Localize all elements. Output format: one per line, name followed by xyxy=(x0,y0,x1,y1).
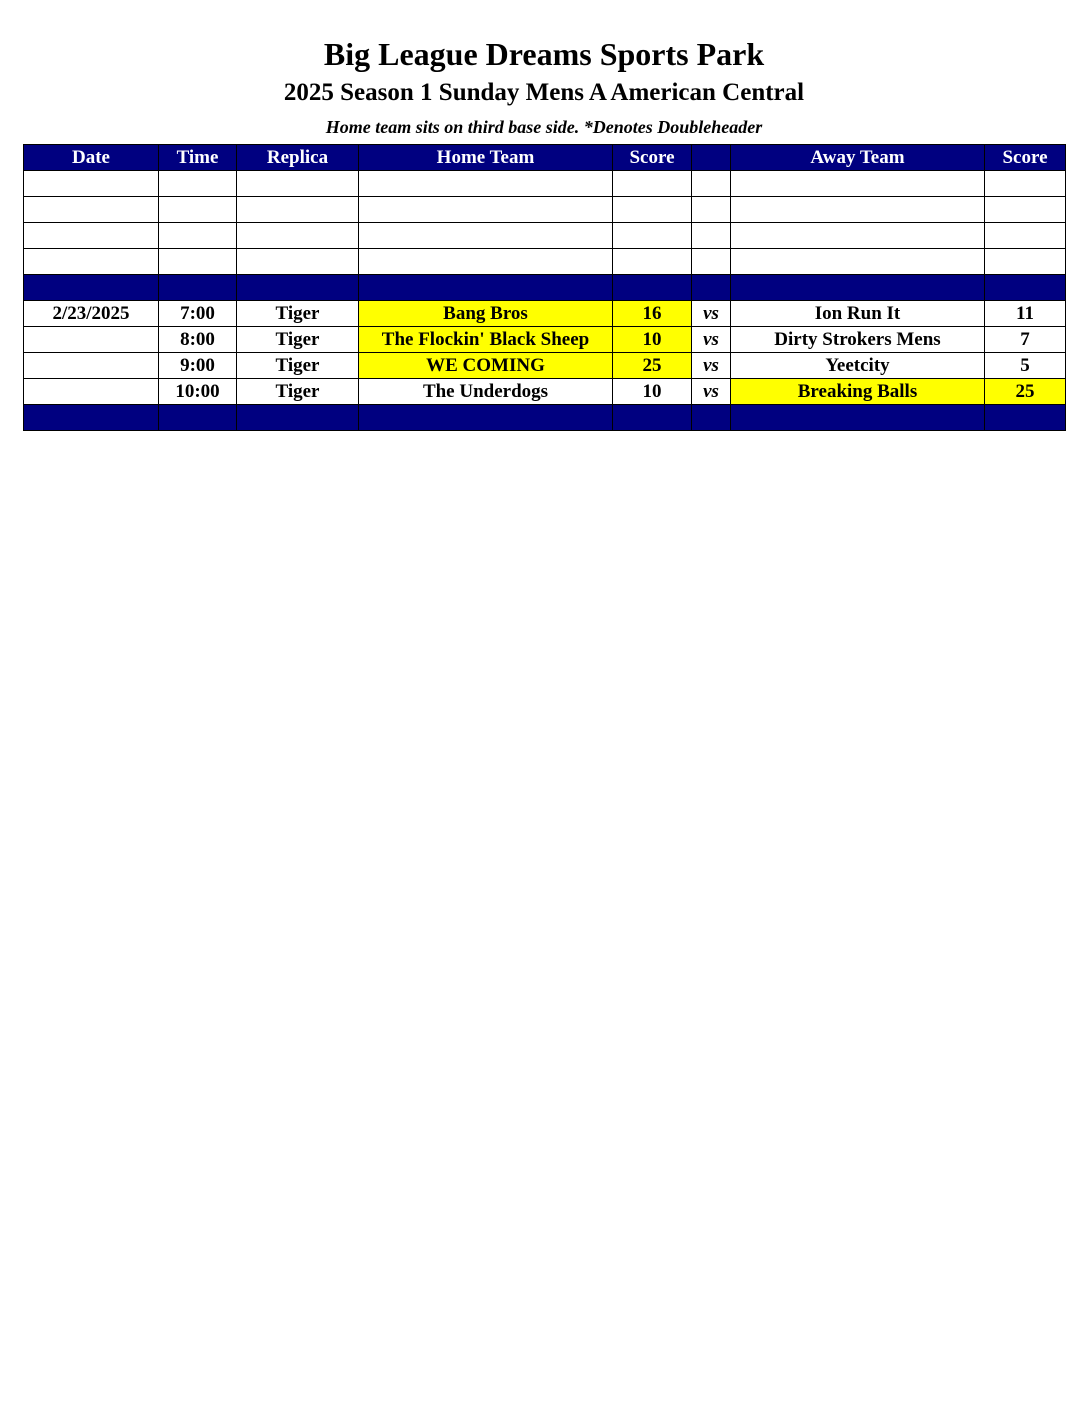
empty-cell xyxy=(985,197,1066,223)
empty-cell xyxy=(24,249,159,275)
game-replica: Tiger xyxy=(237,379,359,405)
schedule-table xyxy=(23,144,1066,431)
game-time: 7:00 xyxy=(159,301,237,327)
header-away-score: Score xyxy=(985,145,1066,171)
game-replica: Tiger xyxy=(237,327,359,353)
band-cell xyxy=(731,275,985,301)
page-title: Big League Dreams Sports Park xyxy=(323,36,765,72)
empty-cell xyxy=(237,197,359,223)
header-time: Time xyxy=(159,145,237,171)
separator-band xyxy=(24,275,1066,301)
vs-label: vs xyxy=(692,379,731,405)
band-cell xyxy=(24,275,159,301)
band-cell xyxy=(692,275,731,301)
header-home-team: Home Team xyxy=(359,145,613,171)
away-team: Ion Run It xyxy=(731,301,985,327)
game-date: 2/23/2025 xyxy=(24,301,159,327)
home-score: 25 xyxy=(613,353,692,379)
empty-cell xyxy=(237,171,359,197)
away-team: Yeetcity xyxy=(731,353,985,379)
empty-cell xyxy=(24,223,159,249)
empty-cell xyxy=(159,197,237,223)
game-date xyxy=(24,353,159,379)
vs-label: vs xyxy=(692,353,731,379)
vs-label: vs xyxy=(692,327,731,353)
empty-cell xyxy=(692,197,731,223)
header-home-score: Score xyxy=(613,145,692,171)
game-row xyxy=(24,379,1066,405)
home-team: WE COMING xyxy=(359,353,613,379)
empty-cell xyxy=(237,223,359,249)
empty-cell xyxy=(692,223,731,249)
empty-cell xyxy=(985,249,1066,275)
band-cell xyxy=(985,405,1066,431)
league-subtitle: 2025 Season 1 Sunday Mens A American Central xyxy=(283,79,805,106)
empty-cell xyxy=(359,223,613,249)
home-team: The Underdogs xyxy=(359,379,613,405)
empty-row xyxy=(24,197,1066,223)
empty-row xyxy=(24,223,1066,249)
empty-cell xyxy=(159,171,237,197)
empty-cell xyxy=(731,171,985,197)
vs-label: vs xyxy=(692,301,731,327)
band-cell xyxy=(613,275,692,301)
empty-cell xyxy=(985,223,1066,249)
away-score: 7 xyxy=(985,327,1066,353)
game-date xyxy=(24,379,159,405)
game-row xyxy=(24,353,1066,379)
empty-cell xyxy=(359,197,613,223)
empty-cell xyxy=(731,223,985,249)
empty-cell xyxy=(692,249,731,275)
game-date xyxy=(24,327,159,353)
empty-cell xyxy=(731,249,985,275)
empty-cell xyxy=(613,249,692,275)
band-cell xyxy=(692,405,731,431)
game-time: 9:00 xyxy=(159,353,237,379)
header-away-team: Away Team xyxy=(731,145,985,171)
band-cell xyxy=(731,405,985,431)
band-cell xyxy=(237,275,359,301)
empty-cell xyxy=(359,249,613,275)
band-cell xyxy=(613,405,692,431)
game-replica: Tiger xyxy=(237,353,359,379)
empty-cell xyxy=(24,197,159,223)
band-cell xyxy=(359,275,613,301)
empty-cell xyxy=(159,223,237,249)
away-score: 11 xyxy=(985,301,1066,327)
band-cell xyxy=(159,405,237,431)
home-team: The Flockin' Black Sheep xyxy=(359,327,613,353)
band-cell xyxy=(359,405,613,431)
empty-row xyxy=(24,171,1066,197)
empty-cell xyxy=(359,171,613,197)
header-row xyxy=(24,145,1066,171)
empty-cell xyxy=(692,171,731,197)
empty-cell xyxy=(985,171,1066,197)
home-team: Bang Bros xyxy=(359,301,613,327)
away-score: 25 xyxy=(985,379,1066,405)
away-team: Breaking Balls xyxy=(731,379,985,405)
game-time: 8:00 xyxy=(159,327,237,353)
home-score: 10 xyxy=(613,379,692,405)
game-replica: Tiger xyxy=(237,301,359,327)
empty-row xyxy=(24,249,1066,275)
header-vs xyxy=(692,145,731,171)
band-cell xyxy=(159,275,237,301)
away-team: Dirty Strokers Mens xyxy=(731,327,985,353)
home-score: 16 xyxy=(613,301,692,327)
empty-cell xyxy=(159,249,237,275)
empty-cell xyxy=(613,223,692,249)
footer-band xyxy=(24,405,1066,431)
schedule-note: Home team sits on third base side. *Denotes Doubleheader xyxy=(325,117,763,137)
game-row xyxy=(24,301,1066,327)
empty-cell xyxy=(731,197,985,223)
band-cell xyxy=(24,405,159,431)
band-cell xyxy=(237,405,359,431)
empty-cell xyxy=(237,249,359,275)
away-score: 5 xyxy=(985,353,1066,379)
game-row xyxy=(24,327,1066,353)
empty-cell xyxy=(613,197,692,223)
home-score: 10 xyxy=(613,327,692,353)
header-date: Date xyxy=(24,145,159,171)
header-replica: Replica xyxy=(237,145,359,171)
empty-cell xyxy=(24,171,159,197)
empty-cell xyxy=(613,171,692,197)
game-time: 10:00 xyxy=(159,379,237,405)
band-cell xyxy=(985,275,1066,301)
